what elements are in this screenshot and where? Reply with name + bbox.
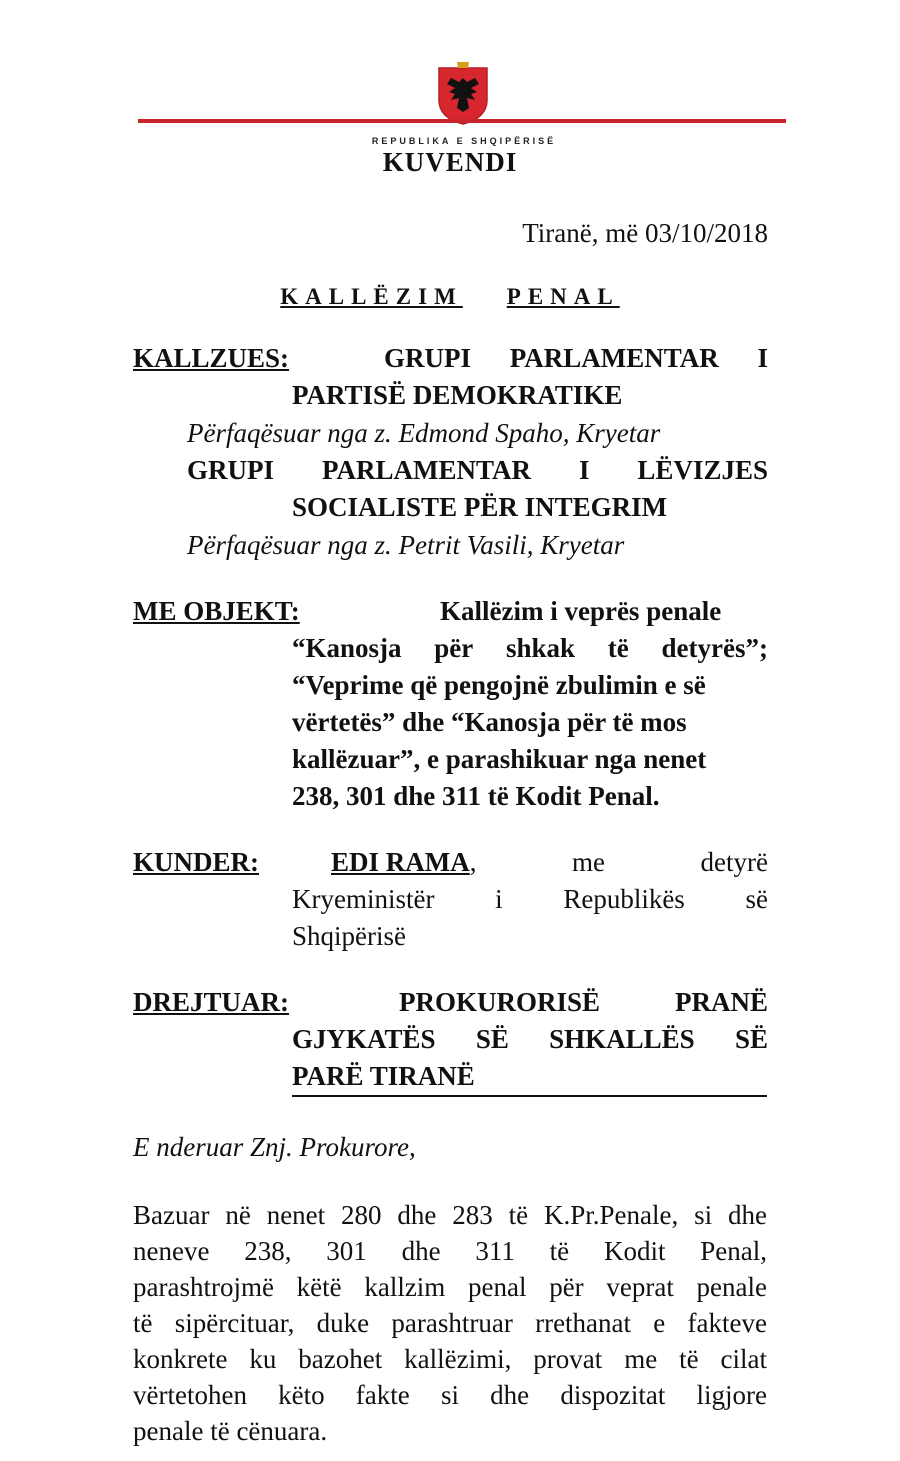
- drejtuar-line3: PARË TIRANË: [292, 1061, 475, 1091]
- objekt-line3: “Veprime që pengojnë zbulimin e së: [292, 670, 706, 700]
- body-line: konkrete ku bazohet kallëzimi, provat me të cilat: [133, 1344, 767, 1374]
- objekt-line4: vërtetës” dhe “Kanosja për të mos: [292, 707, 687, 737]
- label-kallzues: KALLZUES:: [133, 343, 290, 373]
- albanian-coat-of-arms-icon: [435, 60, 491, 126]
- document-title: [0, 284, 900, 310]
- body-line: penale të cënuara.: [133, 1416, 328, 1446]
- salutation: E nderuar Znj. Prokurore,: [133, 1132, 416, 1162]
- document-date: Tiranë, më 03/10/2018: [522, 218, 768, 248]
- label-drejtuar: DREJTUAR:: [133, 987, 290, 1017]
- title-word-1: KALLËZIM: [280, 284, 463, 309]
- kunder-line3: Shqipërisë: [292, 921, 406, 951]
- objekt-line6: 238, 301 dhe 311 të Kodit Penal.: [292, 781, 660, 811]
- group1-representative: Përfaqësuar nga z. Edmond Spaho, Kryetar: [187, 418, 661, 448]
- kunder-line1: EDI RAMA, me detyrë: [331, 847, 768, 877]
- republic-label: REPUBLIKA E SHQIPËRISË: [371, 136, 557, 146]
- body-line: vërtetohen këto fakte si dhe dispozitat ligjore: [133, 1380, 767, 1410]
- objekt-line5: kallëzuar”, e parashikuar nga nenet: [292, 744, 707, 774]
- group2-representative: Përfaqësuar nga z. Petrit Vasili, Kryetar: [187, 530, 625, 560]
- institution-name: KUVENDI: [382, 147, 518, 177]
- body-line: të sipërcituar, duke parashtruar rrethanat e fakteve: [133, 1308, 767, 1338]
- group2-line1: GRUPI PARLAMENTAR I LËVIZJES: [187, 455, 768, 485]
- accused-name: EDI RAMA: [331, 847, 470, 877]
- body-line: neneve 238, 301 dhe 311 të Kodit Penal,: [133, 1236, 767, 1266]
- drejtuar-line1: PROKURORISË PRANË: [399, 987, 768, 1017]
- objekt-line1: Kallëzim i veprës penale: [440, 596, 722, 626]
- kunder-line2: Kryeministër i Republikës së: [292, 884, 768, 914]
- group2-line2: SOCIALISTE PËR INTEGRIM: [292, 492, 668, 522]
- objekt-line2: “Kanosja për shkak të detyrës”;: [292, 633, 768, 663]
- drejtuar-line2: GJYKATËS SË SHKALLËS SË: [292, 1024, 768, 1054]
- label-kunder: KUNDER:: [133, 847, 259, 877]
- group1-line2: PARTISË DEMOKRATIKE: [292, 380, 623, 410]
- label-objekt: ME OBJEKT:: [133, 596, 300, 626]
- body-line: Bazuar në nenet 280 dhe 283 të K.Pr.Penale, si dhe: [133, 1200, 767, 1230]
- group1-line1: GRUPI PARLAMENTAR I: [384, 343, 768, 373]
- title-word-2: PENAL: [506, 284, 620, 309]
- body-paragraph: [133, 1200, 767, 1452]
- header-rule: [138, 119, 786, 123]
- body-line: parashtrojmë këtë kallzim penal për veprat penale: [133, 1272, 767, 1302]
- divider: [292, 1095, 767, 1097]
